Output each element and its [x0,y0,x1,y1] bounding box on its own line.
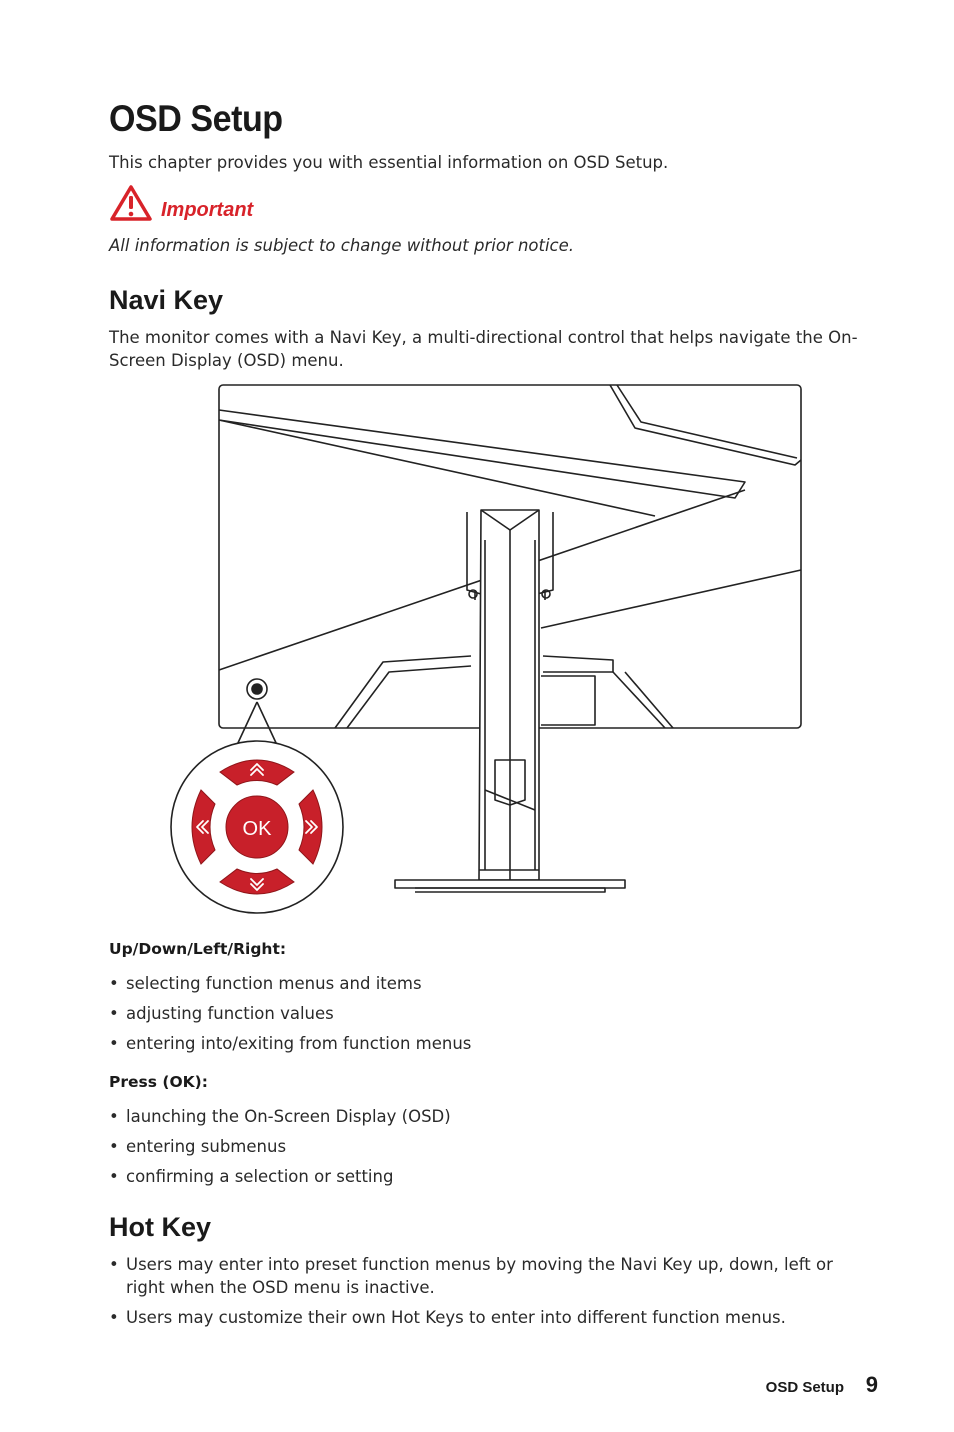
directions-list [109,972,471,1062]
list-item: • Users may customize their own Hot Keys to enter into different function menus. [109,1308,786,1327]
list-item: • selecting function menus and items [109,974,422,993]
footer-section-label: OSD Setup [765,1379,844,1396]
list-item: • confirming a selection or setting [109,1167,394,1186]
hot-key-heading: Hot Key [109,1212,212,1242]
list-item: • adjusting function values [109,1004,334,1023]
press-list [109,1105,451,1195]
page-number: 9 [865,1372,878,1397]
hot-key-list [109,1253,869,1336]
monitor-rear-figure [165,380,805,920]
intro-text: This chapter provides you with essential information on OSD Setup. [109,153,669,172]
navi-key-heading: Navi Key [109,285,224,315]
ok-label: OK [242,818,272,840]
important-label: Important [161,199,254,221]
press-subheading: Press (OK): [109,1073,208,1091]
navi-key-description: The monitor comes with a Navi Key, a multi-directional control that helps navigate the On-Screen Display (OSD) menu. [109,328,858,370]
important-note: All information is subject to change without prior notice. [109,236,575,255]
list-item: • entering into/exiting from function menus [109,1034,472,1053]
list-item: • Users may enter into preset function menus by moving the Navi Key up, down, left or right when the OSD menu is inactive. [109,1255,833,1297]
warning-triangle-icon [109,184,153,222]
list-item: • entering submenus [109,1137,287,1156]
directions-subheading: Up/Down/Left/Right: [109,940,287,958]
page-title: OSD Setup [109,98,283,139]
list-item: • launching the On-Screen Display (OSD) [109,1107,451,1126]
